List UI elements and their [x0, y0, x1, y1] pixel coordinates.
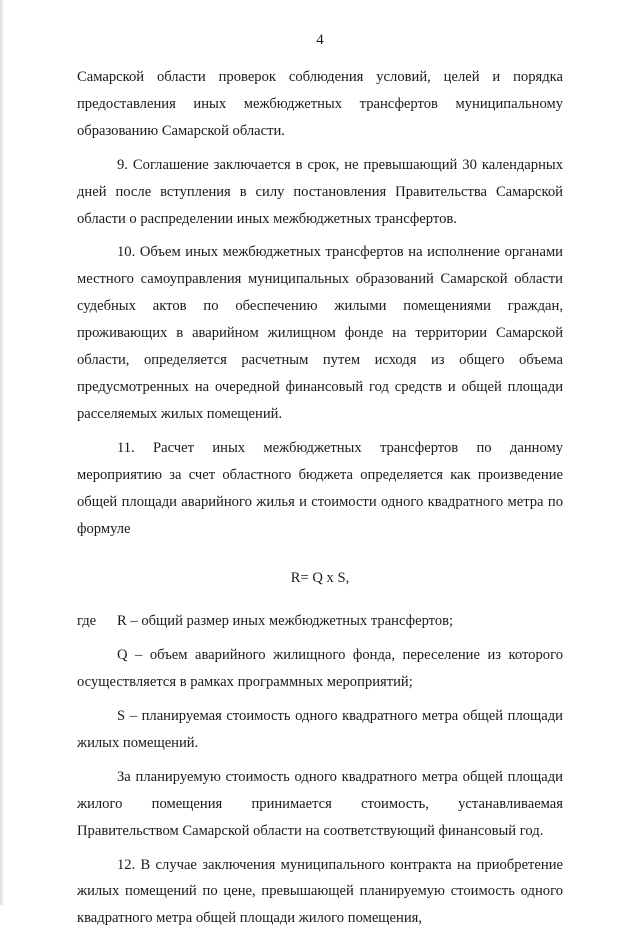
definition-r — [77, 608, 563, 635]
definition-s: S – планируемая стоимость одного квадратного метра общей площади жилых помещений. — [77, 708, 563, 751]
scan-edge-shadow — [0, 0, 4, 905]
page-number: 4 — [316, 32, 324, 48]
formula: R= Q x S, — [290, 570, 350, 587]
paragraph-12: 12. В случае заключения муниципального контракта на приобретение жилых помещений по цене, превышающей планируемую стоимость одного квадратного метра общей площади жилого помещения, — [77, 856, 563, 927]
definition-q: Q – объем аварийного жилищного фонда, переселение из которого осуществляется в рамках программных мероприятий; — [77, 647, 563, 691]
paragraph-cost: За планируемую стоимость одного квадратного метра общей площади жилого помещения принимается стоимость, устанавливаемая Правительством Самарской области на соответствующий финансовый год. — [77, 768, 563, 839]
document-body — [77, 64, 563, 932]
paragraph-10: 10. Объем иных межбюджетных трансфертов на исполнение органами местного самоуправления муниципальных образований Самарской области судебных актов по обеспечению жилыми помещениями граждан, проживающих в аварийном жилищном фонде на территории Самарской области, определяется расчетным путем исходя из общего объема предусмотренных на очередной финансовый год средств и общей площади расселяемых жилых помещений. — [77, 244, 563, 422]
paragraph-continuation: Самарской области проверок соблюдения условий, целей и порядка предоставления иных межбюджетных трансфертов муниципальному образованию Самарской области. — [77, 69, 563, 139]
where-label: где — [77, 613, 97, 630]
paragraph-9: 9. Соглашение заключается в срок, не превышающий 30 календарных дней после вступления в силу постановления Правительства Самарской области о распределении иных межбюджетных трансфертов. — [77, 156, 563, 227]
paragraph-11: 11. Расчет иных межбюджетных трансфертов по данному мероприятию за счет областного бюджета определяется как произведение общей площади аварийного жилья и стоимости одного квадратного метра по формуле — [77, 439, 563, 537]
definition-r-text: R – общий размер иных межбюджетных трансфертов; — [117, 613, 454, 630]
